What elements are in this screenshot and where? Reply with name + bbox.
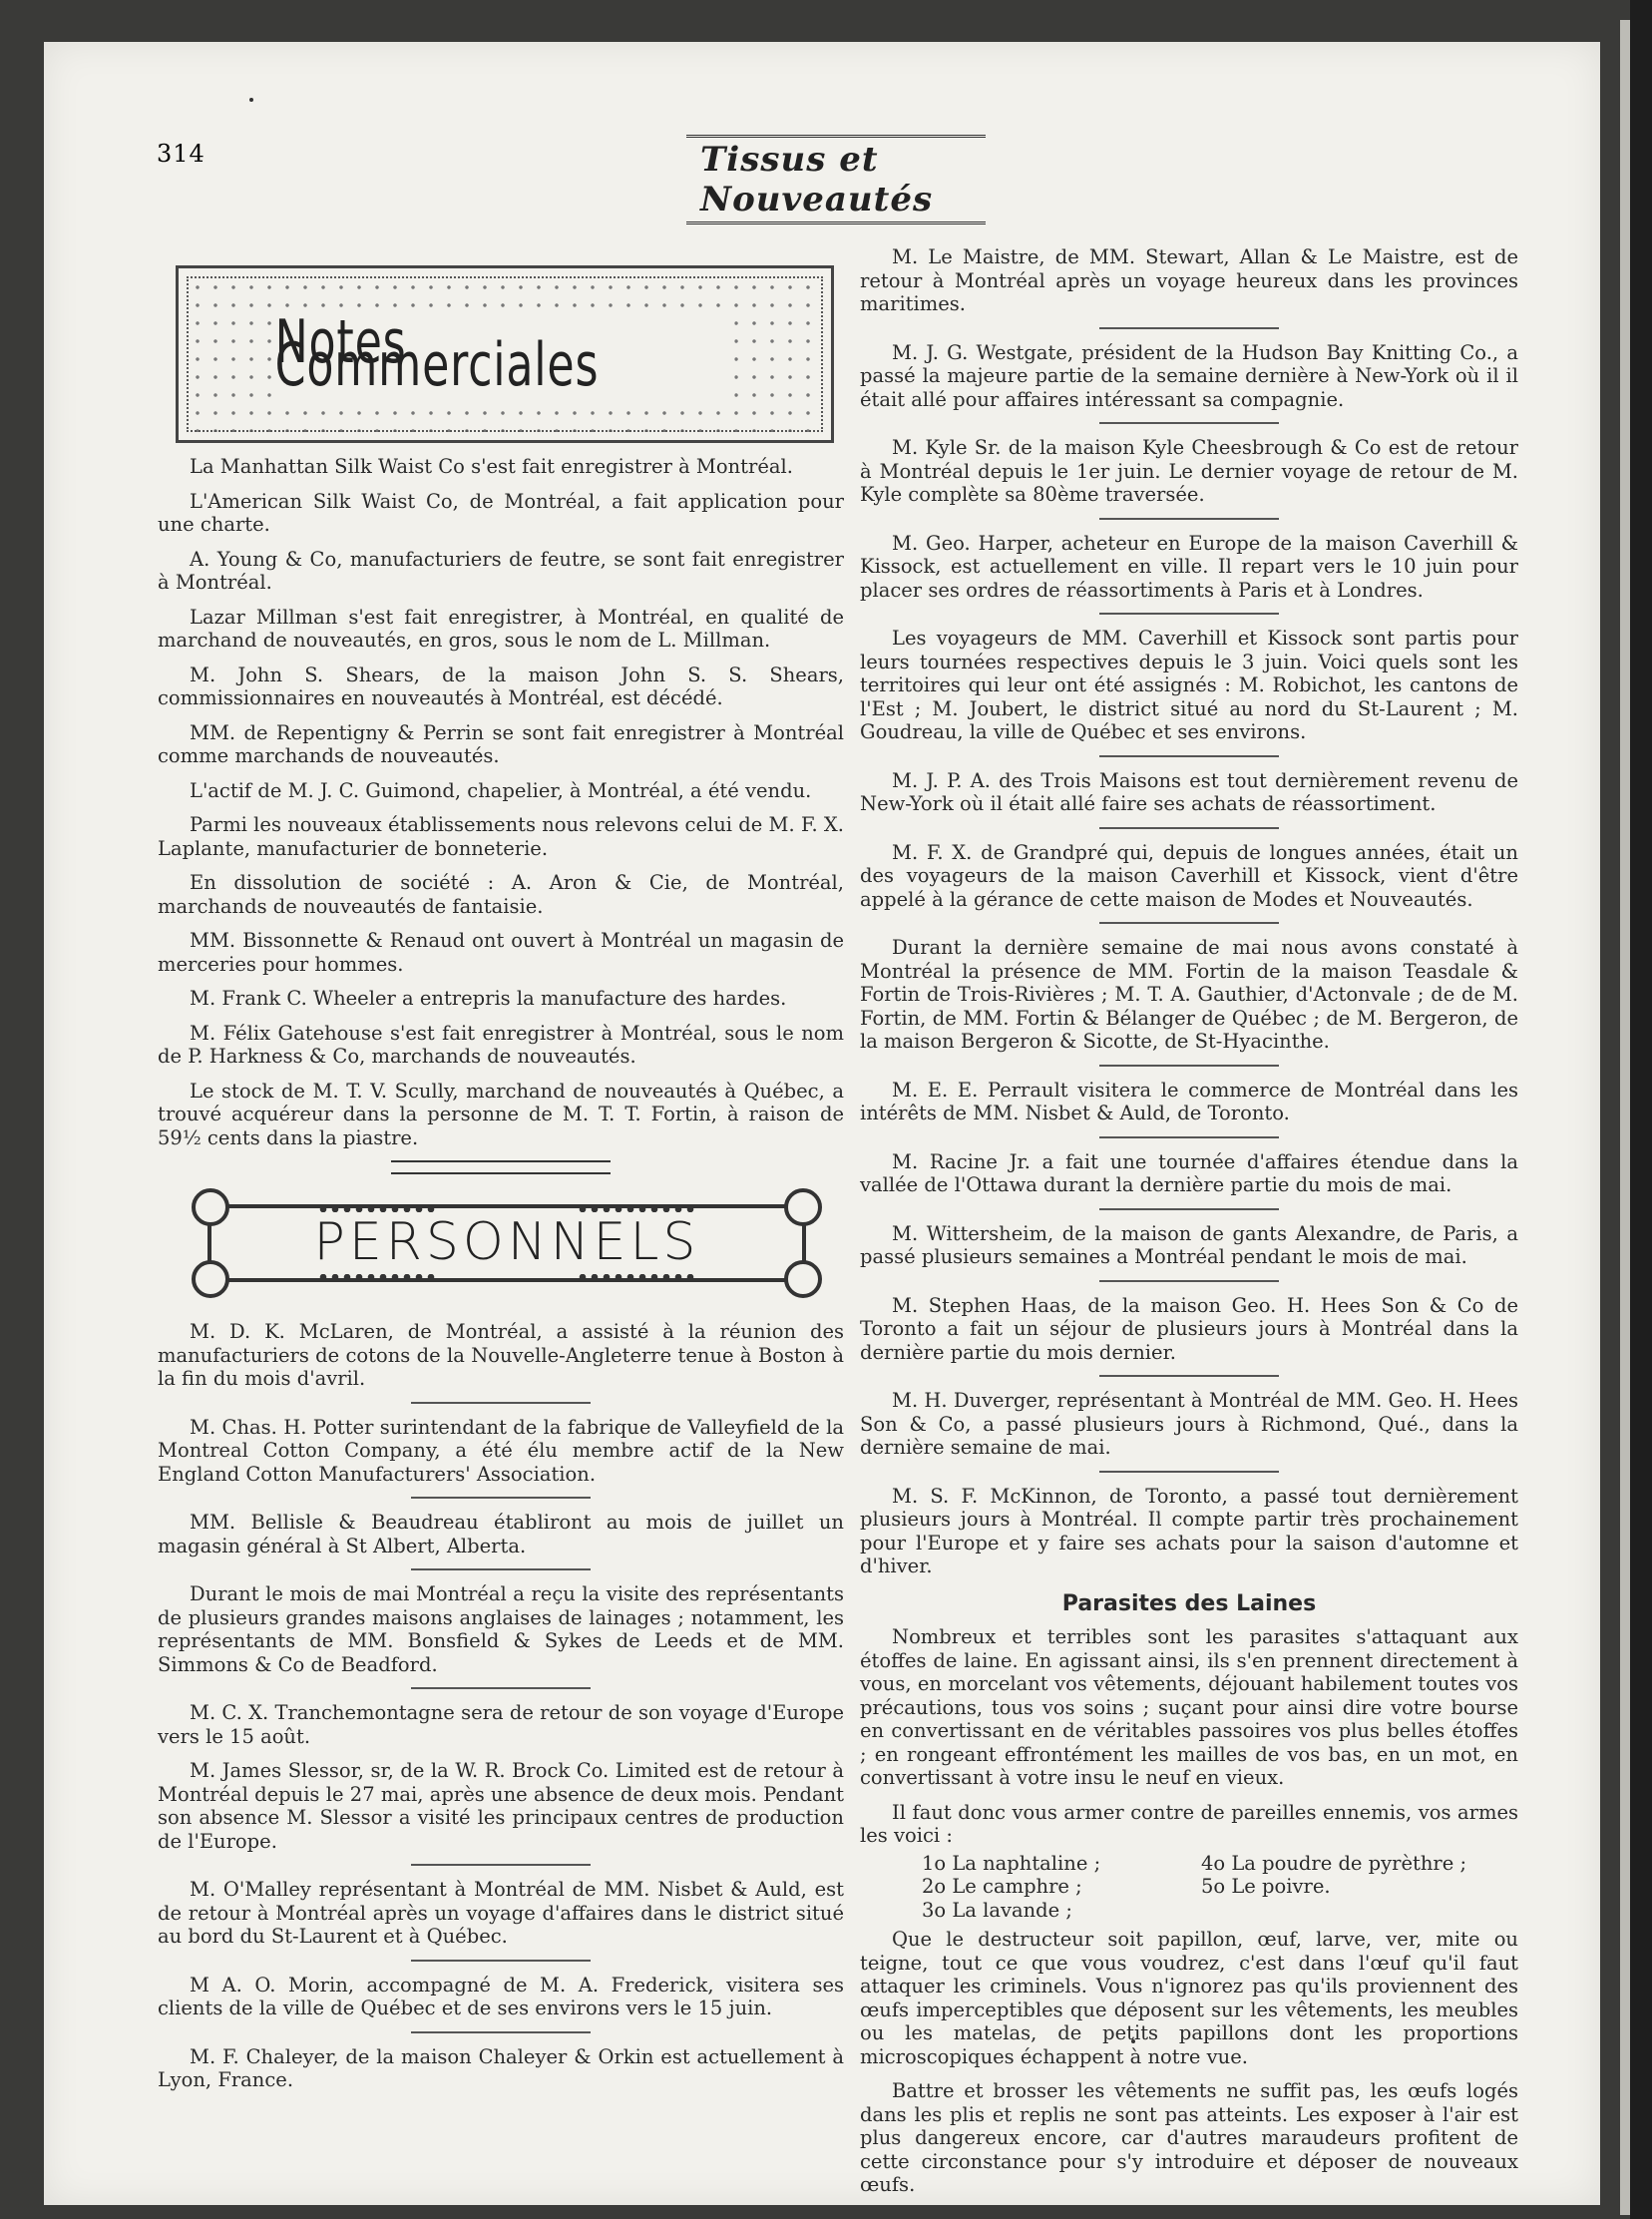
item-rule: [1099, 422, 1279, 424]
personnel-item: M A. O. Morin, accompagné de M. A. Frederick, visitera ses clients de la ville de Québec et de ses environs vers le 15 juin.: [158, 1973, 844, 2019]
news-item: M. Racine Jr. a fait une tournée d'affaires étendue dans la vallée de l'Ottawa durant la dernière partie du mois de mai.: [860, 1149, 1518, 1196]
remedy-item: 3o La lavande ;: [922, 1898, 1072, 1922]
note-item: M. Félix Gatehouse s'est fait enregistrer à Montréal, sous le nom de P. Harkness & Co, marchands de nouveautés.: [158, 1021, 844, 1068]
item-rule: [1099, 827, 1279, 829]
speck: [249, 98, 253, 102]
item-rule: [1099, 1065, 1279, 1067]
item-rule: [1099, 1208, 1279, 1210]
item-rule: [1099, 327, 1279, 329]
note-item: L'actif de M. J. C. Guimond, chapelier, à Montréal, a été vendu.: [190, 778, 812, 802]
item-rule: [1099, 1375, 1279, 1377]
personnel-item: M. F. Chaleyer, de la maison Chaleyer & Orkin est actuellement à Lyon, France.: [158, 2044, 844, 2091]
item-rule: [1099, 922, 1279, 924]
note-item: A. Young & Co, manufacturiers de feutre, se sont fait enregistrer à Montréal.: [158, 547, 844, 594]
item-rule: [411, 2031, 591, 2033]
book-spine: [1630, 0, 1652, 2219]
parasites-paragraph: Que le destructeur soit papillon, œuf, larve, ver, mite ou teigne, tout ce que vous voudrez, c'est dans l'œuf qu'il faut attaquer les criminels. Vous n'ignorez pas qu'ils proviennent des œufs imperceptibles que déposent sur les vêtements, les meubles ou les matelas, de petits papillons dont les proportions microscopiques échappent à notre vue.: [860, 1928, 1518, 2068]
remedy-item: 2o Le camphre ;: [922, 1875, 1082, 1898]
note-item: MM. Bissonnette & Renaud ont ouvert à Montréal un magasin de merceries pour hommes.: [158, 929, 844, 976]
item-rule: [1099, 518, 1279, 520]
news-item: M. Wittersheim, de la maison de gants Alexandre, de Paris, a passé plusieurs semaines a Montréal pendant le mois de mai.: [860, 1221, 1518, 1268]
news-item: M. S. F. McKinnon, de Toronto, a passé tout dernièrement plusieurs jours à Montréal. Il compte partir très prochainement pour l'Europe et y faire ses achats pour la saison d'automne et d'hiver.: [860, 1484, 1518, 1577]
parasites-paragraph: Il faut donc vous armer contre de pareilles ennemis, vos armes les voici :: [860, 1800, 1518, 1847]
news-item: M. E. E. Perrault visitera le commerce de Montréal dans les intérêts de MM. Nisbet & Auld, de Toronto.: [860, 1078, 1518, 1124]
item-rule: [411, 1864, 591, 1866]
item-rule: [411, 1960, 591, 1962]
item-rule: [1099, 1471, 1279, 1473]
personnel-item: MM. Bellisle & Beaudreau établiront au mois de juillet un magasin général à St Albert, Alberta.: [158, 1511, 844, 1557]
note-item: M. Frank C. Wheeler a entrepris la manufacture des hardes.: [190, 987, 787, 1010]
parasites-paragraph: Battre et brosser les vêtements ne suffit pas, les œufs logés dans les plis et replis ne sont pas atteints. Les exposer à l'air est plus dangereux encore, car d'autres maraudeurs profitent de cette circonstance pour s'y introduire et déposer de nouveaux œufs.: [860, 2079, 1518, 2196]
personnels-banner: [188, 1188, 826, 1298]
item-rule: [411, 1402, 591, 1404]
right-column: [860, 245, 1518, 2208]
note-item: MM. de Repentigny & Perrin se sont fait enregistrer à Montréal comme marchands de nouveautés.: [158, 720, 844, 767]
personnel-item: Durant le mois de mai Montréal a reçu la visite des représentants de plusieurs grandes maisons anglaises de lainages ; notamment, les représentants de MM. Bonsfield & Sykes de Leeds et de MM. Simmons & Co de Beadford.: [158, 1582, 844, 1676]
personnel-item: M. O'Malley représentant à Montréal de MM. Nisbet & Auld, est de retour à Montréal après un voyage d'affaires dans le district situé au bord du St-Laurent et à Québec.: [158, 1878, 844, 1948]
news-item: Les voyageurs de MM. Caverhill et Kissock sont partis pour leurs tournées respectives depuis le 3 juin. Voici quels sont les territoires qui leur ont été assignés : M. Robichot, les cantons de l'Est ; M. Joubert, le district situé au nord du St-Laurent ; M. Goudreau, la ville de Québec et ses environs.: [860, 627, 1518, 743]
news-item: M. Kyle Sr. de la maison Kyle Cheesbrough & Co est de retour à Montréal depuis le 1er juin. Le dernier voyage de retour de M. Kyle complète sa 80ème traversée.: [860, 436, 1518, 506]
item-rule: [1099, 613, 1279, 615]
left-column: [158, 265, 844, 2103]
item-rule: [411, 1687, 591, 1689]
item-rule: [1099, 755, 1279, 757]
binding-edge: [1620, 20, 1630, 2215]
banner-ornament: [187, 276, 823, 432]
item-rule: [1099, 1280, 1279, 1282]
notes-title: Notes Commerciales: [275, 310, 735, 398]
news-item: M. F. X. de Grandpré qui, depuis de longues années, était un des voyageurs de la maison Caverhill et Kissock, vient d'être appelé à la gérance de cette maison de Modes et Nouveautés.: [860, 840, 1518, 911]
personnel-item: M. D. K. McLaren, de Montréal, a assisté à la réunion des manufacturiers de cotons de la Nouvelle-Angleterre tenue à Boston à la fin du mois d'avril.: [158, 1320, 844, 1390]
section-divider: [391, 1160, 611, 1174]
note-item: L'American Silk Waist Co, de Montréal, a fait application pour une charte.: [158, 489, 844, 536]
news-item: M. Stephen Haas, de la maison Geo. H. Hees Son & Co de Toronto a fait un séjour de plusieurs jours à Montréal dans la dernière partie du mois dernier.: [860, 1293, 1518, 1364]
news-item: M. J. P. A. des Trois Maisons est tout dernièrement revenu de New-York où il était allé faire ses achats de réassortiment.: [860, 768, 1518, 815]
masthead-logo: [686, 140, 986, 220]
parasites-paragraph: Nombreux et terribles sont les parasites s'attaquant aux étoffes de laine. En agissant ainsi, ils s'en prennent directement à vous, en morcelant vos vêtements, déjouant habilement toutes vos précautions, tous vos soins ; suçant pour ainsi dire votre bourse en convertissant en de véritables passoires vos plus belles étoffes ; en rongeant effrontément les mailles de vos bas, en un mot, en convertissant à votre insu le neuf en vieux.: [860, 1625, 1518, 1789]
personnels-title: PERSONNELS: [313, 1212, 700, 1273]
notes-commerciales-banner: [176, 265, 834, 443]
news-item: M. Le Maistre, de MM. Stewart, Allan & Le Maistre, est de retour à Montréal après un voyage heureux dans les provinces maritimes.: [860, 245, 1518, 315]
personnel-item: M. James Slessor, sr, de la W. R. Brock Co. Limited est de retour à Montréal depuis le 27 mai, après une absence de deux mois. Pendant son absence M. Slessor a visité les principaux centres de production de l'Europe.: [158, 1759, 844, 1853]
note-item: Parmi les nouveaux établissements nous relevons celui de M. F. X. Laplante, manufacturier de bonneterie.: [158, 813, 844, 860]
personnel-item: M. C. X. Tranchemontagne sera de retour de son voyage d'Europe vers le 15 août.: [158, 1701, 844, 1748]
note-item: En dissolution de société : A. Aron & Cie, de Montréal, marchands de nouveautés de fantaisie.: [158, 871, 844, 918]
note-item: M. John S. Shears, de la maison John S. S. Shears, commissionnaires en nouveautés à Montréal, est décédé.: [158, 663, 844, 709]
masthead-title: Tissus et Nouveautés: [686, 135, 986, 224]
parasites-heading: Parasites des Laines: [1061, 1590, 1317, 1616]
news-item: M. H. Duverger, représentant à Montréal de MM. Geo. H. Hees Son & Co, a passé plusieurs jours à Richmond, Qué., dans la dernière semaine de mai.: [860, 1389, 1518, 1459]
personnel-item: M. Chas. H. Potter surintendant de la fabrique de Valleyfield de la Montreal Cotton Company, a été élu membre actif de la New England Cotton Manufacturers' Association.: [158, 1415, 844, 1486]
news-item: Durant la dernière semaine de mai nous avons constaté à Montréal la présence de MM. Fortin de la maison Teasdale & Fortin de Trois-Rivières ; M. T. A. Gauthier, d'Actonvale ; de de M. Fortin, de MM. Fortin & Bélanger de Québec ; de M. Bergeron, de la maison Bergeron & Sicotte, de St-Hyacinthe.: [860, 936, 1518, 1053]
item-rule: [411, 1568, 591, 1570]
remedies-list: [922, 1852, 1518, 1923]
note-item: Lazar Millman s'est fait enregistrer, à Montréal, en qualité de marchand de nouveautés, en gros, sous le nom de L. Millman.: [158, 605, 844, 652]
news-item: M. J. G. Westgate, président de la Hudson Bay Knitting Co., a passé la majeure partie de la semaine dernière à New-York où il il était allé pour affaires intéressant sa compagnie.: [860, 340, 1518, 411]
note-item: Le stock de M. T. V. Scully, marchand de nouveautés à Québec, a trouvé acquéreur dans la personne de M. T. T. Fortin, à raison de 59½ cents dans la piastre.: [158, 1079, 844, 1149]
note-item: La Manhattan Silk Waist Co s'est fait enregistrer à Montréal.: [190, 455, 793, 478]
page-number: 314: [157, 140, 206, 168]
remedy-item: 4o La poudre de pyrèthre ;: [1201, 1851, 1467, 1875]
item-rule: [1099, 1136, 1279, 1138]
remedy-item: 5o Le poivre.: [1201, 1875, 1331, 1898]
remedy-item: 1o La naphtaline ;: [922, 1851, 1101, 1875]
item-rule: [411, 1497, 591, 1499]
news-item: M. Geo. Harper, acheteur en Europe de la maison Caverhill & Kissock, est actuellement en ville. Il repart vers le 10 juin pour placer ses ordres de réassortiments à Paris et à Londres.: [860, 531, 1518, 602]
